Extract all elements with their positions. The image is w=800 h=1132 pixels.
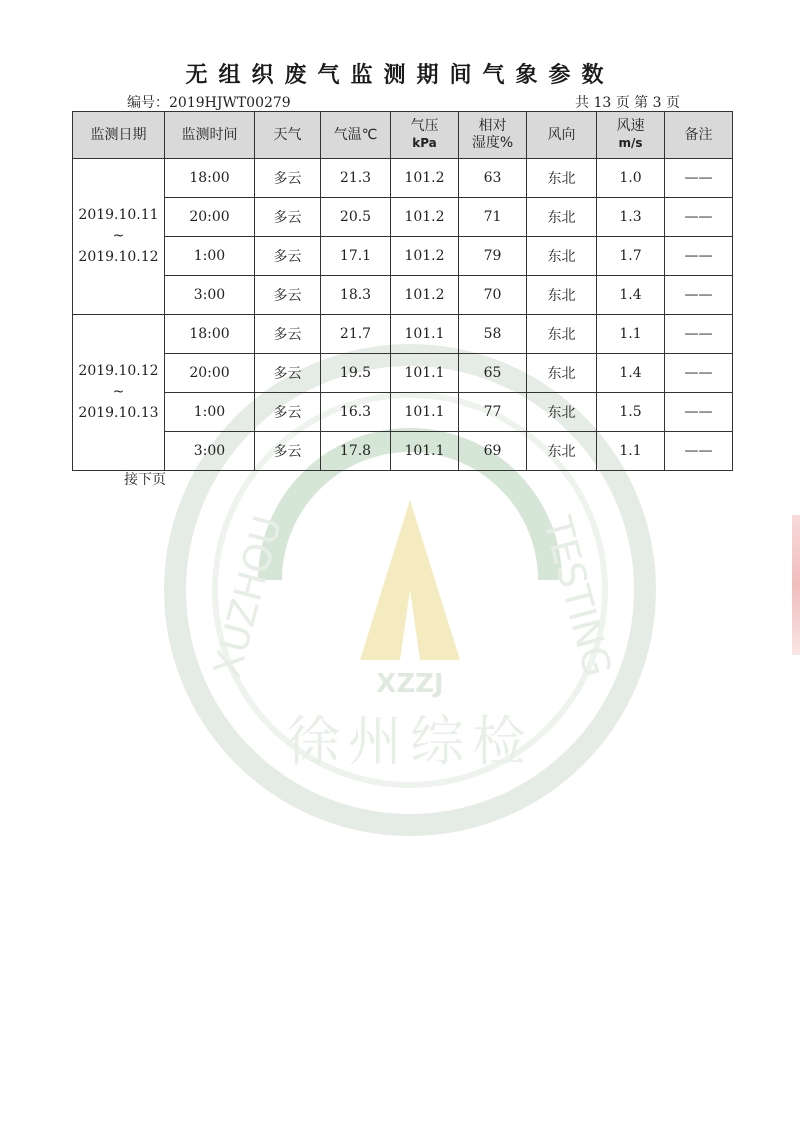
humidity-cell: 65 <box>459 354 527 393</box>
time-cell: 18:00 <box>165 315 255 354</box>
header-wind-direction: 风向 <box>527 112 597 159</box>
pressure-cell: 101.2 <box>391 237 459 276</box>
watermark-abbr: XZZJ <box>376 669 444 699</box>
watermark-ring-right: TESTING <box>535 511 620 682</box>
temperature-cell: 16.3 <box>321 393 391 432</box>
time-cell: 20:00 <box>165 198 255 237</box>
humidity-cell: 63 <box>459 159 527 198</box>
pressure-cell: 101.1 <box>391 315 459 354</box>
table-row <box>73 198 733 237</box>
wind-direction-cell: 东北 <box>527 432 597 471</box>
pressure-cell: 101.2 <box>391 276 459 315</box>
pressure-cell: 101.1 <box>391 393 459 432</box>
note-cell: —— <box>665 354 733 393</box>
date-range-cell: 2019.10.11 ~ 2019.10.12 <box>73 159 165 315</box>
header-date: 监测日期 <box>73 112 165 159</box>
page-info: 共 13 页 第 3 页 <box>575 95 680 111</box>
note-cell: —— <box>665 198 733 237</box>
table-row <box>73 432 733 471</box>
weather-cell: 多云 <box>255 276 321 315</box>
time-cell: 3:00 <box>165 276 255 315</box>
temperature-cell: 20.5 <box>321 198 391 237</box>
header-humidity: 相对 湿度% <box>459 112 527 159</box>
time-cell: 18:00 <box>165 159 255 198</box>
wind-direction-cell: 东北 <box>527 237 597 276</box>
watermark-name: 徐州综检 <box>286 710 534 773</box>
temperature-cell: 17.1 <box>321 237 391 276</box>
time-cell: 3:00 <box>165 432 255 471</box>
table-row <box>73 276 733 315</box>
wind-direction-cell: 东北 <box>527 276 597 315</box>
temperature-cell: 19.5 <box>321 354 391 393</box>
header-time: 监测时间 <box>165 112 255 159</box>
temperature-cell: 21.3 <box>321 159 391 198</box>
serial-label: 编号： <box>127 95 169 111</box>
wind-direction-cell: 东北 <box>527 393 597 432</box>
serial-number: 2019HJWT00279 <box>169 95 291 111</box>
humidity-cell: 58 <box>459 315 527 354</box>
wind-speed-cell: 1.5 <box>597 393 665 432</box>
weather-table <box>72 111 733 471</box>
pressure-cell: 101.1 <box>391 354 459 393</box>
note-cell: —— <box>665 393 733 432</box>
pressure-cell: 101.2 <box>391 198 459 237</box>
temperature-cell: 17.8 <box>321 432 391 471</box>
wind-direction-cell: 东北 <box>527 354 597 393</box>
temperature-cell: 18.3 <box>321 276 391 315</box>
wind-speed-cell: 1.7 <box>597 237 665 276</box>
weather-cell: 多云 <box>255 198 321 237</box>
table-row <box>73 354 733 393</box>
note-cell: —— <box>665 276 733 315</box>
wind-speed-cell: 1.4 <box>597 276 665 315</box>
time-cell: 1:00 <box>165 393 255 432</box>
weather-cell: 多云 <box>255 393 321 432</box>
weather-cell: 多云 <box>255 432 321 471</box>
red-stamp-edge <box>792 515 800 655</box>
pressure-cell: 101.1 <box>391 432 459 471</box>
wind-speed-cell: 1.1 <box>597 432 665 471</box>
table-row <box>73 393 733 432</box>
header-temperature: 气温℃ <box>321 112 391 159</box>
time-cell: 20:00 <box>165 354 255 393</box>
header-weather: 天气 <box>255 112 321 159</box>
watermark-road-icon <box>360 500 460 660</box>
wind-direction-cell: 东北 <box>527 159 597 198</box>
wind-speed-cell: 1.3 <box>597 198 665 237</box>
humidity-cell: 77 <box>459 393 527 432</box>
wind-direction-cell: 东北 <box>527 315 597 354</box>
wind-direction-cell: 东北 <box>527 198 597 237</box>
table-row <box>73 237 733 276</box>
serial-line <box>127 92 291 112</box>
wind-speed-cell: 1.0 <box>597 159 665 198</box>
watermark-ring-left: XUZHOU <box>204 511 291 683</box>
note-cell: —— <box>665 315 733 354</box>
time-cell: 1:00 <box>165 237 255 276</box>
wind-speed-cell: 1.1 <box>597 315 665 354</box>
weather-cell: 多云 <box>255 159 321 198</box>
wind-speed-cell: 1.4 <box>597 354 665 393</box>
humidity-cell: 71 <box>459 198 527 237</box>
header-note: 备注 <box>665 112 733 159</box>
table-row <box>73 159 733 198</box>
note-cell: —— <box>665 237 733 276</box>
weather-cell: 多云 <box>255 237 321 276</box>
document-title: 无组织废气监测期间气象参数 <box>185 63 615 88</box>
header-pressure: 气压 kPa <box>391 112 459 159</box>
weather-cell: 多云 <box>255 315 321 354</box>
pressure-cell: 101.2 <box>391 159 459 198</box>
humidity-cell: 79 <box>459 237 527 276</box>
note-cell: —— <box>665 159 733 198</box>
continued-note: 接下页 <box>124 472 166 488</box>
temperature-cell: 21.7 <box>321 315 391 354</box>
humidity-cell: 70 <box>459 276 527 315</box>
weather-cell: 多云 <box>255 354 321 393</box>
header-wind-speed: 风速 m/s <box>597 112 665 159</box>
note-cell: —— <box>665 432 733 471</box>
date-range-cell: 2019.10.12 ~ 2019.10.13 <box>73 315 165 471</box>
table-row <box>73 315 733 354</box>
table-header-row <box>73 112 733 159</box>
humidity-cell: 69 <box>459 432 527 471</box>
